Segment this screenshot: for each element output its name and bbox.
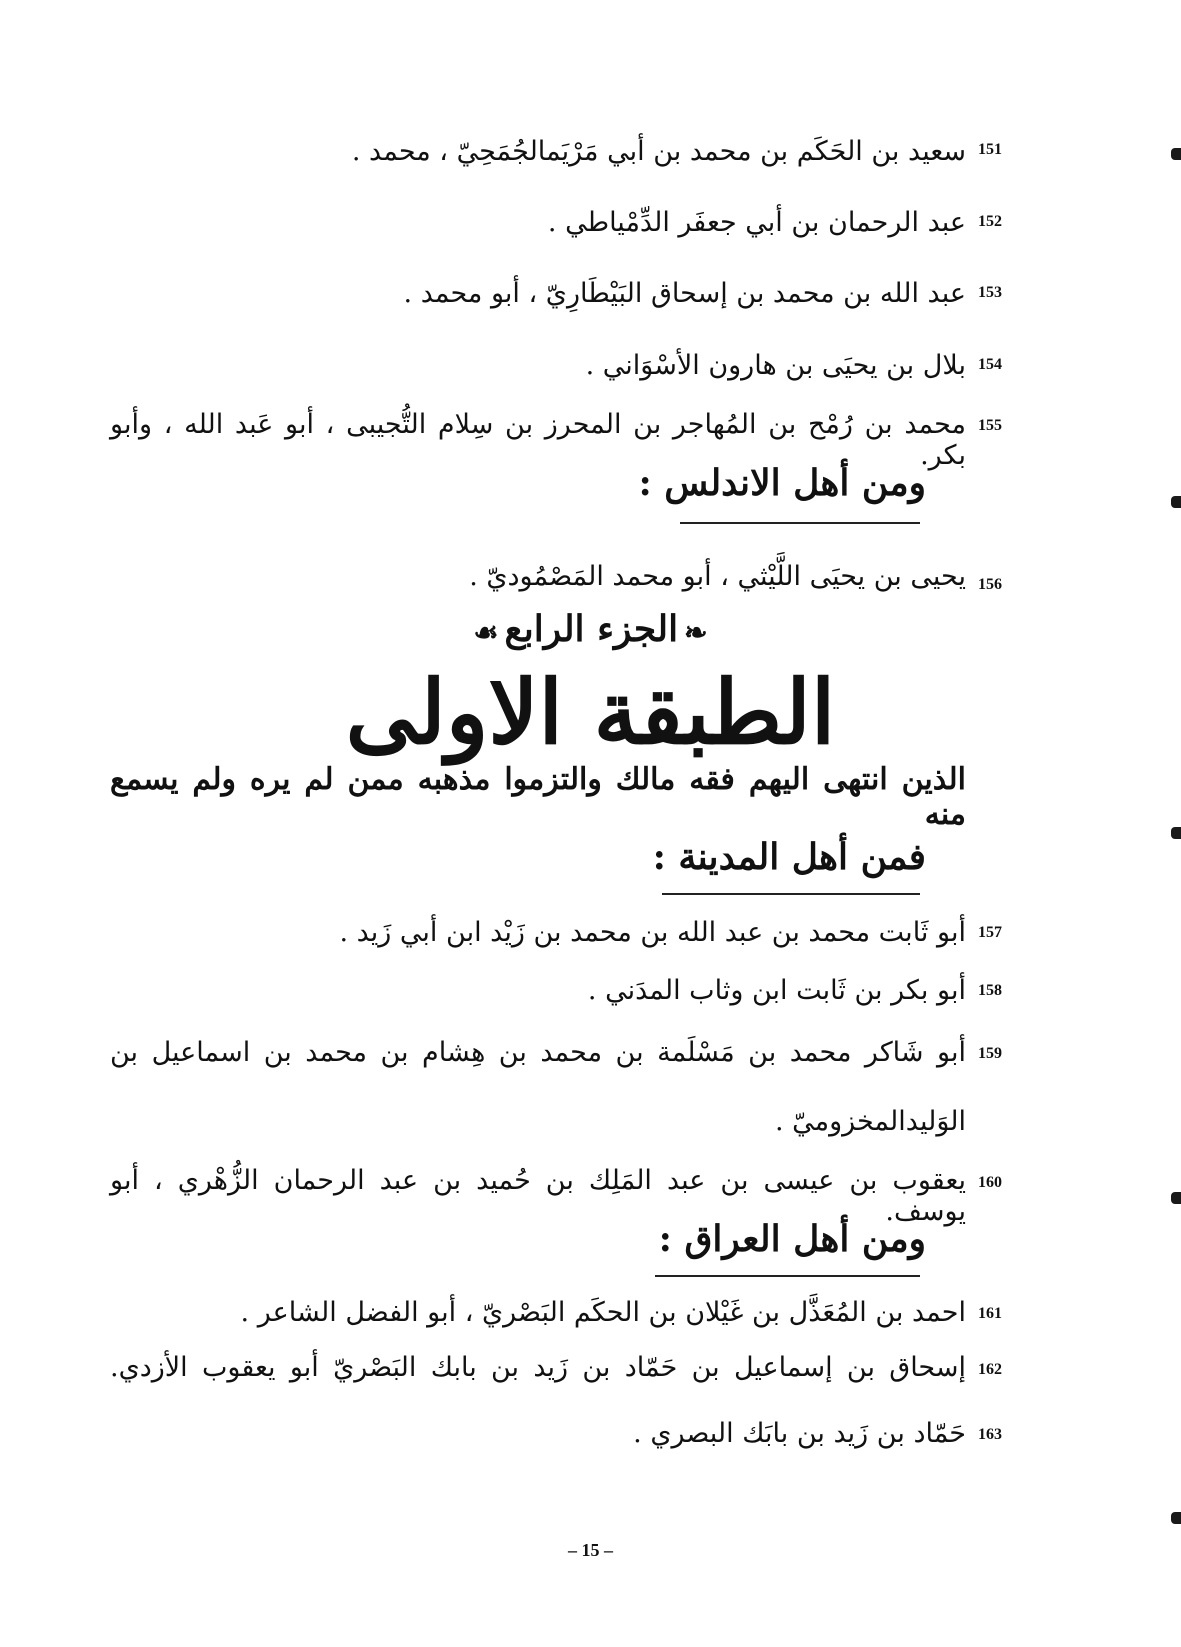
part-title-text: الجزء الرابع [504,608,679,650]
entry-text: عبد الرحمان بن أبي جعفَر الدِّمْياطي . [547,207,966,238]
entry-number: 154 [978,356,1002,373]
entry-number: 163 [978,1426,1002,1443]
entry-text: يحيى بن يحيَى اللَّيْثي ، أبو محمد المَصْمُوديّ . [469,561,966,592]
entry-number: 151 [978,141,1002,158]
entry-number: 152 [978,213,1002,230]
entry-number: 160 [978,1174,1002,1191]
entry-text: احمد بن المُعَذَّل بن غَيْلان بن الحكَم البَصْريّ ، أبو الفضل الشاعر . [240,1297,966,1328]
ornament-icon: ❧ [684,615,708,649]
entry-text: أبو شَاكر محمد بن مَسْلَمة بن محمد بن هِشام بن محمد بن اسماعيل بن [110,1037,966,1068]
entry-number: 153 [978,284,1002,301]
entry-text: أبو بكر بن ثَابت ابن وثاب المدَني . [587,975,966,1006]
entry-text: بلال بن يحيَى بن هارون الأسْوَاني . [585,350,966,381]
entry-text: أبو ثَابت محمد بن عبد الله بن محمد بن زَيْد ابن أبي زَيد . [339,917,966,948]
entry-text: حَمّاد بن زَيد بن بابَك البصري . [633,1418,966,1449]
section-heading-andalus: ومن أهل الاندلس : [638,462,926,504]
entry-number: 155 [978,417,1002,434]
section-heading-madina: فمن أهل المدينة : [652,836,926,878]
ornament-icon: ☙ [473,615,499,649]
page-number: – 15 – [568,1540,613,1560]
entry-text: يعقوب بن عيسى بن عبد المَلِك بن حُميد بن عبد الرحمان الزُّهْري ، أبو يوسف. [110,1165,966,1227]
entry-text: عبد الله بن محمد بن إسحاق البَيْطَارِيّ ، أبو محمد . [403,278,966,309]
section-heading-iraq: ومن أهل العراق : [658,1218,926,1260]
heading-underline [680,522,920,524]
scan-edge-mark [1171,1512,1181,1524]
scan-edge-mark [1171,148,1181,160]
entry-text: محمد بن رُمْح بن المُهاجر بن المحرز بن سِلام التُّجيبى ، أبو عَبد الله ، وأبو بكر. [110,409,966,471]
heading-underline [662,893,920,895]
entry-number: 162 [978,1361,1002,1378]
entry-number: 157 [978,924,1002,941]
part-title [0,608,1181,650]
scan-edge-mark [1171,1192,1181,1204]
entry-text-continued: الوَليدالمخزوميّ . [774,1106,966,1137]
entry-number: 156 [978,576,1002,593]
entry-text: إسحاق بن إسماعيل بن حَمّاد بن زَيد بن بابك البَصْريّ أبو يعقوب الأزدي. [110,1352,966,1383]
scan-edge-mark [1171,827,1181,839]
heading-underline [655,1275,920,1277]
scan-edge-mark [1171,496,1181,508]
chapter-title: الطبقة الاولى [345,660,836,764]
entry-number: 161 [978,1305,1002,1322]
entry-number: 159 [978,1045,1002,1062]
entry-text: سعيد بن الحَكَم بن محمد بن أبي مَرْيَمالجُمَحِيّ ، محمد . [351,136,966,167]
intro-text: الذين انتهى اليهم فقه مالك والتزموا مذهبه ممن لم يره ولم يسمع منه [110,762,966,832]
entry-number: 158 [978,982,1002,999]
